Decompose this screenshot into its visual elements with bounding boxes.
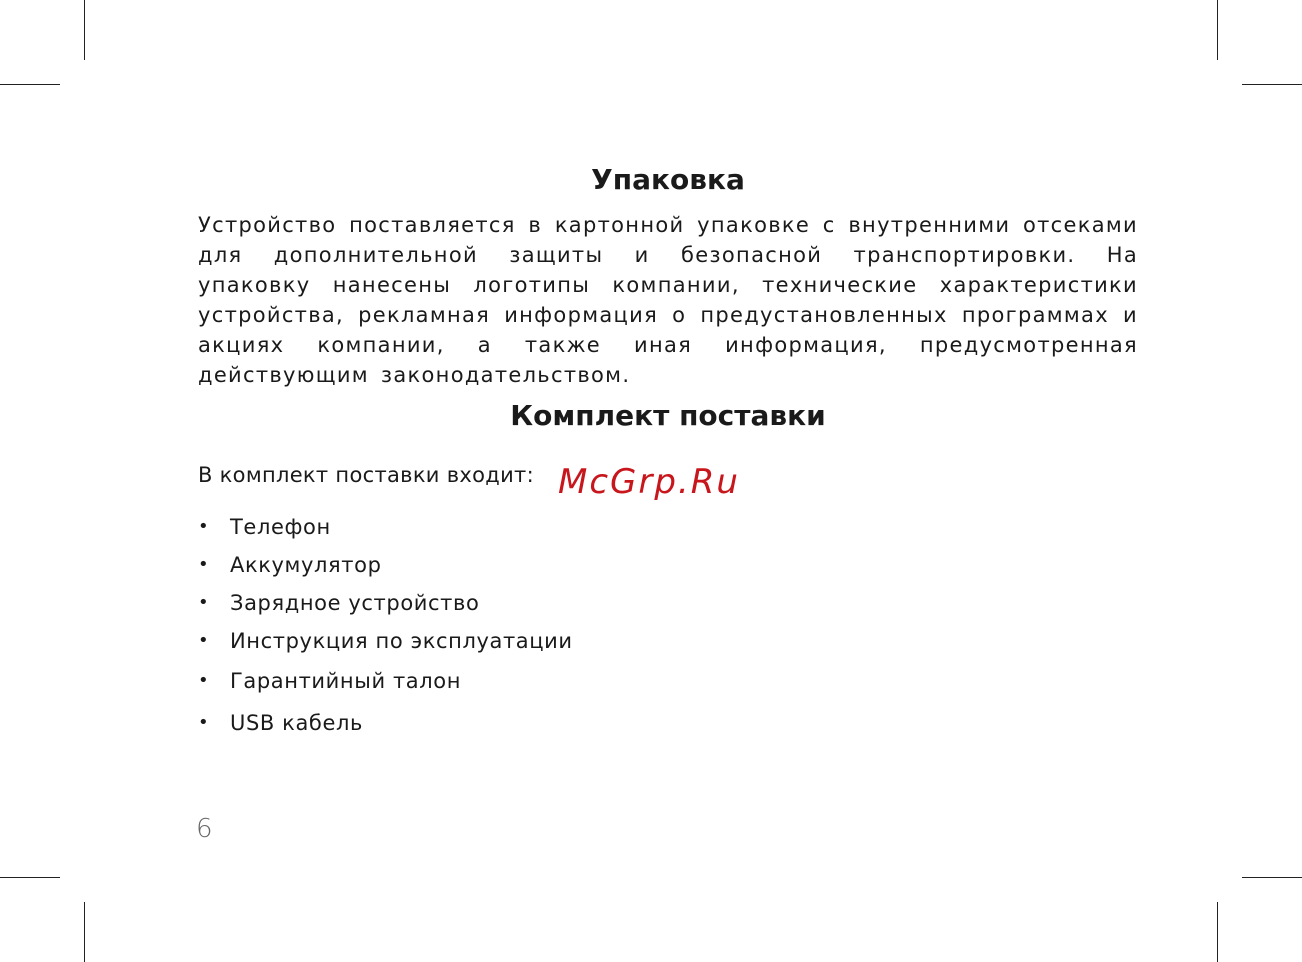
packaging-title: Упаковка bbox=[591, 163, 745, 196]
list-item-label: USB кабель bbox=[230, 711, 364, 735]
packaging-paragraph: Устройство поставляется в картонной упаковке с внутренними отсеками для дополнительной защиты и безопасной транспортировки. На упаковку нанесены логотипы компании, технические характеристики устройства, рекламная информация о предустановленных программах и акциях компании, а также иная информация, предусмотренная действующим законодательством. bbox=[198, 213, 1138, 387]
contents-list bbox=[198, 508, 1138, 744]
crop-mark-bottom-right-horizontal bbox=[1242, 877, 1302, 878]
bullet-icon: • bbox=[198, 712, 210, 733]
bullet-icon: • bbox=[198, 592, 210, 613]
list-item bbox=[198, 660, 1138, 702]
list-item-label: Гарантийный талон bbox=[230, 669, 462, 693]
list-item bbox=[198, 584, 1138, 622]
list-item bbox=[198, 702, 1138, 744]
list-item-label: Телефон bbox=[230, 515, 331, 539]
list-item-label: Зарядное устройство bbox=[230, 591, 480, 615]
list-item bbox=[198, 546, 1138, 584]
contents-intro: В комплект поставки входит: bbox=[198, 463, 534, 487]
crop-mark-top-left-vertical bbox=[84, 0, 85, 60]
page-number: 6 bbox=[196, 814, 213, 844]
list-item bbox=[198, 622, 1138, 660]
watermark-text: McGrp.Ru bbox=[558, 462, 740, 502]
crop-mark-top-right-horizontal bbox=[1242, 84, 1302, 85]
crop-mark-bottom-left-horizontal bbox=[0, 877, 60, 878]
contents-title: Комплект поставки bbox=[510, 399, 826, 432]
bullet-icon: • bbox=[198, 670, 210, 691]
crop-mark-top-left-horizontal bbox=[0, 84, 60, 85]
list-item-label: Аккумулятор bbox=[230, 553, 382, 577]
bullet-icon: • bbox=[198, 554, 210, 575]
crop-mark-top-right-vertical bbox=[1217, 0, 1218, 60]
crop-mark-bottom-right-vertical bbox=[1217, 902, 1218, 962]
crop-mark-bottom-left-vertical bbox=[84, 902, 85, 962]
bullet-icon: • bbox=[198, 630, 210, 651]
list-item-label: Инструкция по эксплуатации bbox=[230, 629, 573, 653]
page-content bbox=[198, 160, 1138, 744]
bullet-icon: • bbox=[198, 516, 210, 537]
list-item bbox=[198, 508, 1138, 546]
